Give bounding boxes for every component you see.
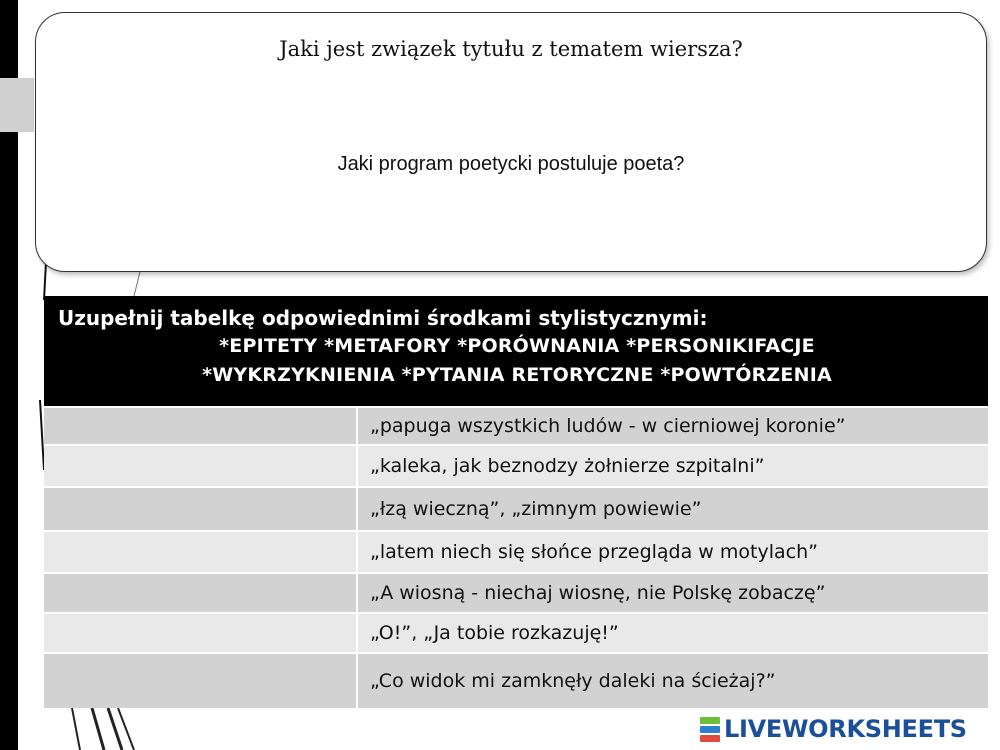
device-options-line-2: *WYKRZYKNIENIA *PYTANIA RETORYCZNE *POWTÓRZENIA	[202, 364, 832, 386]
table-row	[44, 612, 988, 652]
stylistic-devices-table	[44, 296, 988, 708]
table-instruction: Uzupełnij tabelkę odpowiednimi środkami stylistycznymi:	[58, 306, 708, 330]
quote-text: „papuga wszystkich ludów - w cierniowej koronie”	[370, 415, 846, 437]
liveworksheets-brand[interactable]	[700, 714, 967, 744]
quote-text: „łzą wieczną”, „zimnym powiewie”	[370, 498, 702, 520]
quote-text: „O!”, „Ja tobie rozkazuję!”	[370, 622, 619, 644]
logo-blue-bar	[700, 726, 720, 733]
answer-field-1[interactable]	[44, 408, 358, 444]
brand-name: LIVEWORKSHEETS	[724, 715, 967, 743]
table-row	[44, 652, 988, 708]
table-header	[44, 296, 988, 406]
answer-field-3[interactable]	[44, 488, 358, 530]
question-poetic-program: Jaki program poetycki postuluje poeta?	[337, 153, 685, 175]
answer-field-7[interactable]	[44, 654, 358, 708]
device-options-line-1: *EPITETY *METAFORY *PORÓWNANIA *PERSONIKIFACJE	[219, 335, 815, 357]
liveworksheets-logo-icon	[700, 716, 720, 743]
answer-field-6[interactable]	[44, 614, 358, 652]
logo-red-bar	[700, 735, 720, 742]
quote-text: „Co widok mi zamknęły daleki na ścieżaj?”	[370, 670, 776, 692]
table-row	[44, 486, 988, 530]
logo-green-bar	[700, 717, 720, 724]
answer-field-5[interactable]	[44, 574, 358, 612]
answer-field-2[interactable]	[44, 446, 358, 486]
question-title-relation: Jaki jest związek tytułu z tematem wiersza?	[279, 37, 743, 61]
table-row	[44, 530, 988, 572]
quote-text: „A wiosną - niechaj wiosnę, nie Polskę zobaczę”	[370, 582, 826, 604]
table-row	[44, 406, 988, 444]
questions-box	[35, 12, 987, 272]
quote-text: „kaleka, jak beznodzy żołnierze szpitalni”	[370, 455, 765, 477]
table-row	[44, 444, 988, 486]
quote-text: „latem niech się słońce przegląda w motylach”	[370, 541, 818, 563]
answer-field-4[interactable]	[44, 532, 358, 572]
table-row	[44, 572, 988, 612]
